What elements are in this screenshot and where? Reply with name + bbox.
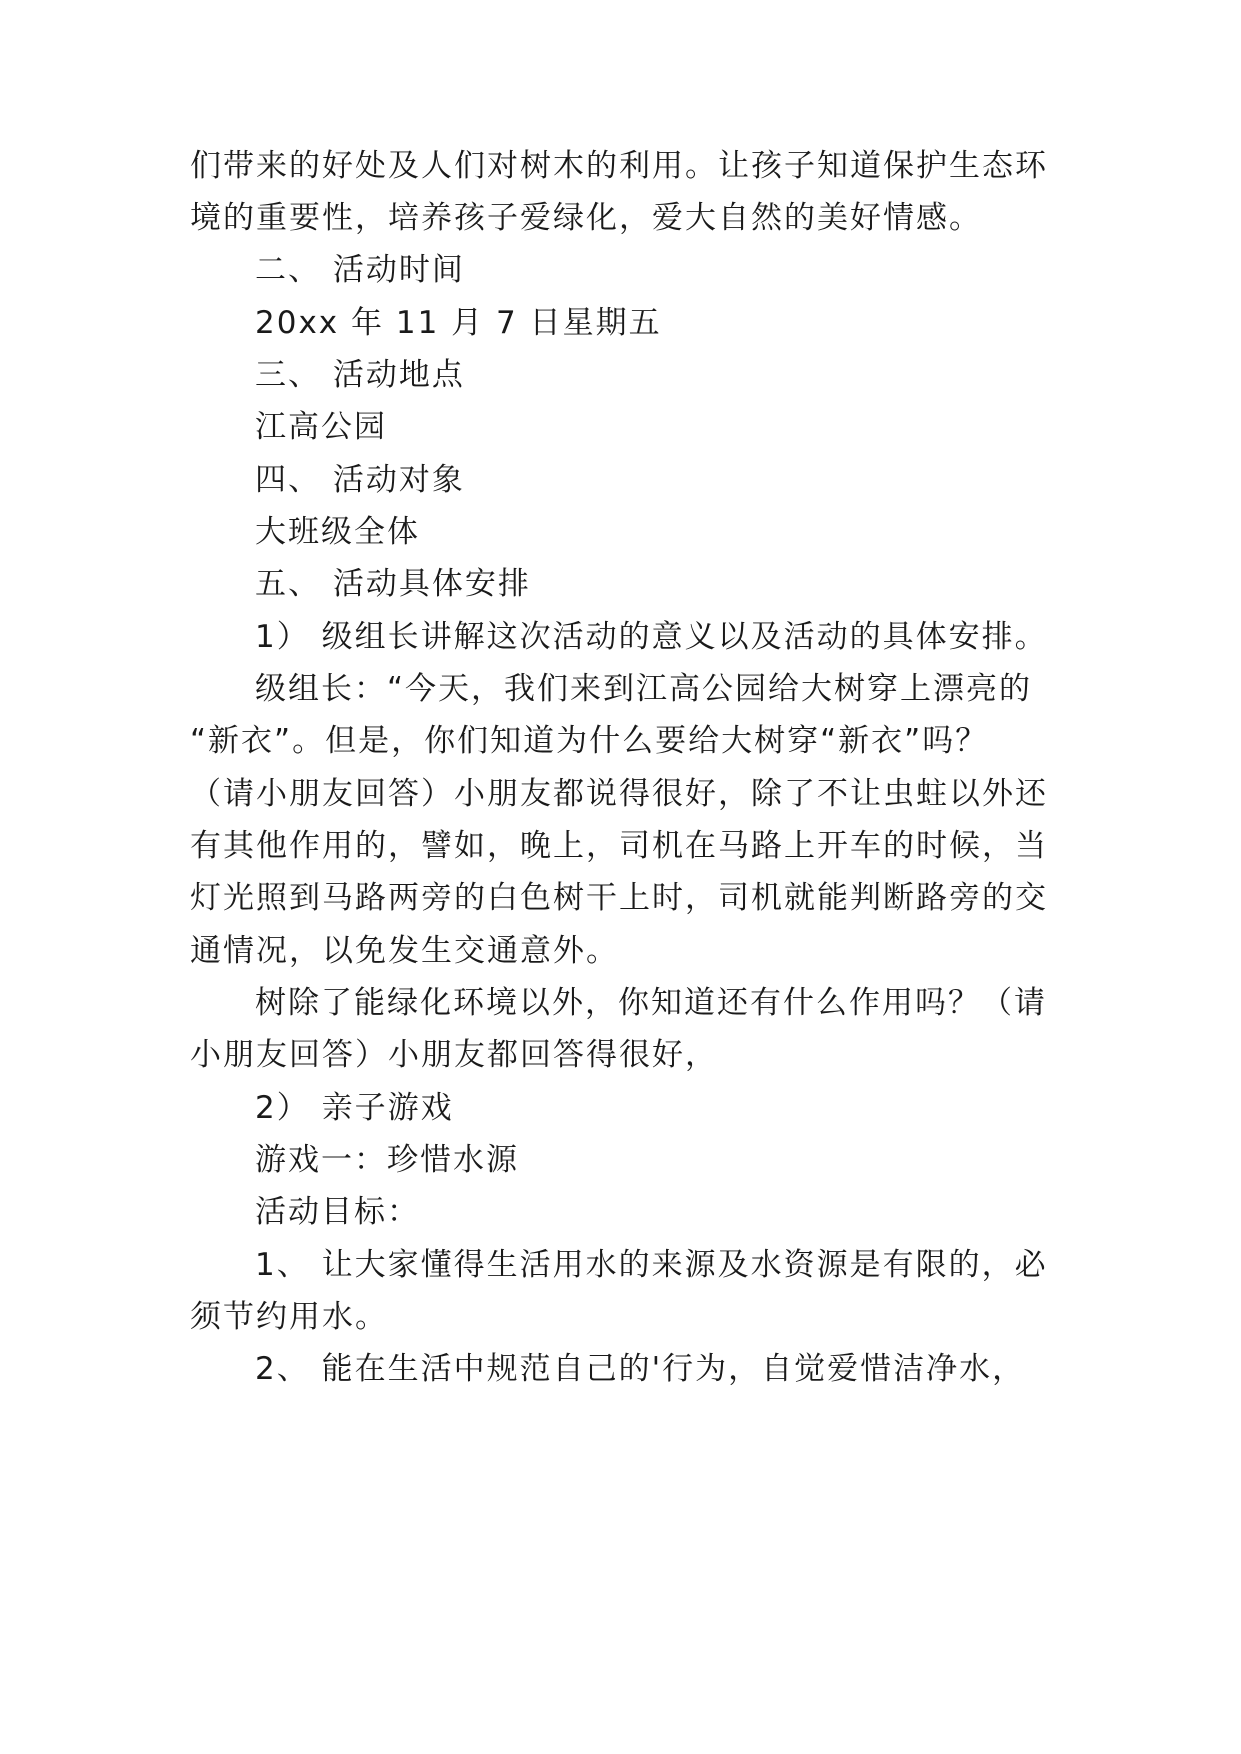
paragraph-line: （请小朋友回答）小朋友都说得很好，除了不让虫蛀以外还 [190,776,1048,812]
goal-item-1: 1、 让大家懂得生活用水的来源及水资源是有限的，必 [255,1247,1048,1283]
paragraph-line: 有其他作用的，譬如，晚上，司机在马路上开车的时候，当 [190,828,1048,864]
game-title: 游戏一：珍惜水源 [255,1142,519,1178]
paragraph-line: 们带来的好处及人们对树木的利用。让孩子知道保护生态环 [190,148,1048,184]
paragraph-line: 境的重要性，培养孩子爱绿化，爱大自然的美好情感。 [190,200,982,236]
activity-location: 江高公园 [255,409,387,445]
paragraph-line: 须节约用水。 [190,1299,388,1335]
section-heading-location: 三、 活动地点 [255,357,465,393]
paragraph-line: 树除了能绿化环境以外，你知道还有什么作用吗？（请 [255,985,1047,1021]
goals-heading: 活动目标： [255,1194,420,1230]
list-item-1: 1） 级组长讲解这次活动的意义以及活动的具体安排。 [255,619,1048,655]
goal-item-2: 2、 能在生活中规范自己的'行为，自觉爱惜洁净水， [255,1351,1026,1387]
paragraph-line: 通情况，以免发生交通意外。 [190,933,619,969]
paragraph-line: 小朋友回答）小朋友都回答得很好， [190,1037,718,1073]
section-heading-audience: 四、 活动对象 [255,462,465,498]
section-heading-arrangement: 五、 活动具体安排 [255,566,531,602]
list-item-2: 2） 亲子游戏 [255,1090,454,1126]
paragraph-line: 灯光照到马路两旁的白色树干上时，司机就能判断路旁的交 [190,880,1048,916]
section-heading-time: 二、 活动时间 [255,252,465,288]
activity-date: 20xx 年 11 月 7 日星期五 [255,305,662,341]
paragraph-line: “新衣”。但是，你们知道为什么要给大树穿“新衣”吗？ [190,723,989,759]
activity-audience: 大班级全体 [255,514,420,550]
paragraph-line: 级组长：“今天，我们来到江高公园给大树穿上漂亮的 [255,671,1033,707]
